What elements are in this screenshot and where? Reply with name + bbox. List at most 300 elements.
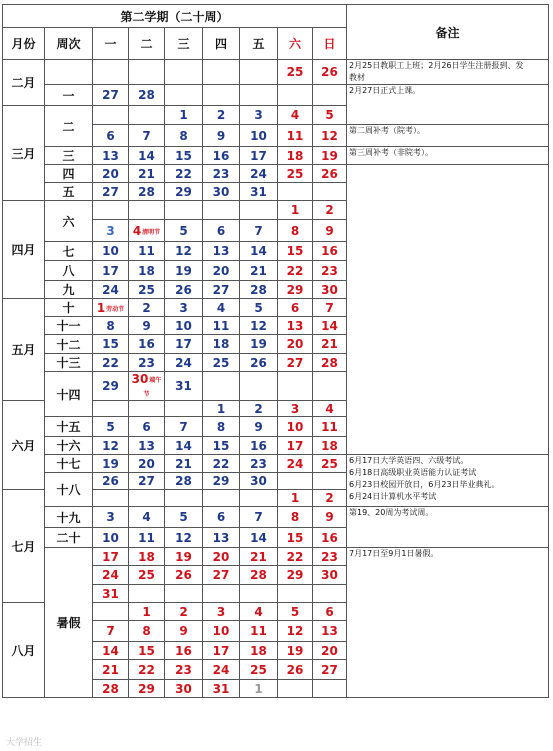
day-cell: [165, 566, 203, 585]
day-number: 2: [142, 300, 151, 315]
day-cell: [93, 147, 129, 165]
day-number: 24: [102, 568, 119, 582]
day-cell: [240, 585, 278, 603]
day-number: 30: [321, 568, 338, 582]
day-cell: [203, 147, 240, 165]
day-number: 29: [286, 568, 304, 582]
day-number: 3: [179, 300, 188, 315]
day-cell: [313, 417, 347, 437]
day-cell: [313, 85, 347, 106]
day-number: 27: [138, 474, 155, 488]
day-number: 19: [286, 643, 304, 658]
day-number: 14: [321, 318, 338, 333]
day-cell: [93, 680, 129, 698]
day-number: 6: [216, 223, 226, 238]
week-label: 二: [45, 106, 93, 147]
day-number: 23: [138, 355, 155, 370]
day-number: 7: [254, 223, 263, 238]
day-number: 8: [142, 624, 151, 638]
calendar-row: [3, 548, 549, 566]
day-cell: [203, 60, 240, 85]
day-cell: [240, 85, 278, 106]
day-number: 30: [321, 282, 338, 297]
day-cell: [203, 261, 240, 281]
day-cell: [203, 281, 240, 299]
day-number: 24: [286, 456, 304, 471]
notes-cell: [347, 507, 549, 548]
day-cell: [240, 317, 278, 335]
day-cell: [93, 473, 129, 490]
day-cell: [129, 566, 165, 585]
day-cell: [165, 660, 203, 680]
day-number: 25: [138, 282, 155, 297]
day-cell: [278, 660, 313, 680]
day-cell: [165, 507, 203, 528]
day-cell: [278, 490, 313, 507]
day-number: 4: [132, 223, 142, 238]
day-cell: [313, 281, 347, 299]
day-cell: [203, 660, 240, 680]
day-number: 8: [216, 419, 226, 434]
holiday-tag: 劳动节: [106, 305, 125, 313]
month-label: 六月: [3, 401, 45, 490]
day-cell: [313, 680, 347, 698]
day-number: 26: [175, 282, 192, 297]
day-cell: [240, 242, 278, 261]
day-cell: [203, 528, 240, 548]
week-label: 四: [45, 165, 93, 183]
day-cell: [165, 165, 203, 183]
day-number: 3: [254, 108, 263, 122]
day-cell: [278, 242, 313, 261]
day-cell: [313, 528, 347, 548]
calendar-row: [3, 507, 549, 528]
day-cell: [278, 566, 313, 585]
day-cell: [93, 317, 129, 335]
day-number: 11: [138, 244, 155, 258]
day-cell: [278, 335, 313, 354]
day-number: 12: [250, 318, 267, 333]
note-line: 第19、20周为考试周。: [349, 508, 434, 517]
day-cell: [240, 147, 278, 165]
day-number: 19: [175, 263, 192, 278]
day-number: 29: [212, 474, 230, 488]
day-cell: [93, 437, 129, 455]
day-cell: [129, 242, 165, 261]
day-number: 7: [179, 419, 188, 434]
day-number: 15: [102, 337, 119, 351]
day-cell: [278, 183, 313, 201]
day-cell: [93, 621, 129, 642]
day-number: 5: [254, 300, 263, 315]
day-cell: [278, 507, 313, 528]
day-number: 28: [138, 184, 155, 199]
day-cell: [203, 585, 240, 603]
day-number: 12: [286, 624, 304, 638]
day-cell: [165, 455, 203, 473]
day-number: 18: [212, 337, 230, 351]
day-number: 10: [250, 128, 267, 143]
day-cell: [93, 60, 129, 85]
day-number: 26: [321, 166, 338, 181]
day-cell: [240, 490, 278, 507]
day-cell: [165, 401, 203, 417]
holiday-tag: 清明节: [142, 228, 161, 236]
day-cell: [129, 60, 165, 85]
day-cell: [240, 660, 278, 680]
day-number: 14: [138, 148, 155, 163]
day-number: 20: [212, 263, 230, 278]
day-cell: [93, 242, 129, 261]
day-number: 25: [212, 355, 230, 370]
day-number: 9: [142, 318, 151, 333]
day-cell: [129, 490, 165, 507]
day-cell: [93, 85, 129, 106]
day-cell: [313, 548, 347, 566]
day-number: 20: [286, 337, 304, 351]
day-cell: [129, 299, 165, 317]
week-label: 五: [45, 183, 93, 201]
day-cell: [313, 354, 347, 372]
day-number: 16: [212, 148, 230, 163]
day-cell: [165, 299, 203, 317]
day-cell: [240, 566, 278, 585]
day-number: 9: [325, 223, 334, 238]
day-cell: [165, 417, 203, 437]
day-cell: [203, 680, 240, 698]
day-number: 31: [175, 379, 192, 393]
day-number: 2: [254, 401, 263, 416]
day-cell: [240, 473, 278, 490]
month-header: 月份: [3, 28, 45, 60]
day-cell: [203, 473, 240, 490]
day-number: 10: [212, 624, 230, 638]
day-number: 25: [286, 65, 304, 79]
day-cell: [240, 220, 278, 242]
notes-cell: [347, 60, 549, 85]
day-number: 11: [321, 419, 338, 434]
day-number: 24: [175, 355, 192, 370]
day-number: 30: [175, 681, 192, 696]
day-number: 21: [175, 456, 192, 471]
day-cell: [203, 165, 240, 183]
day-cell: [93, 603, 129, 621]
notes-header: 备注: [347, 5, 549, 60]
week-label: 十一: [45, 317, 93, 335]
day-cell: [129, 603, 165, 621]
day-cell: [240, 335, 278, 354]
week-label: 九: [45, 281, 93, 299]
day-number: 23: [175, 662, 192, 677]
day-cell: [240, 401, 278, 417]
day-number: 1: [216, 401, 226, 416]
day-cell: [203, 372, 240, 401]
week-label: 三: [45, 147, 93, 165]
day-cell: [165, 106, 203, 125]
day-cell: [93, 281, 129, 299]
day-cell: [129, 680, 165, 698]
notes-cell: [347, 147, 549, 165]
day-number: 15: [212, 438, 230, 453]
day-number: 8: [179, 128, 188, 143]
day-number: 20: [138, 456, 155, 471]
day-cell: [165, 437, 203, 455]
day-cell: [313, 603, 347, 621]
day-cell: [203, 299, 240, 317]
day-cell: [165, 261, 203, 281]
day-number: 18: [250, 643, 267, 658]
day-number: 30: [131, 372, 149, 386]
day-number: 30: [212, 184, 230, 199]
day-cell: [278, 165, 313, 183]
day-cell: [165, 621, 203, 642]
day-cell: [165, 528, 203, 548]
note-line: 7月17日至9月1日暑假。: [349, 549, 439, 558]
day-number: 28: [175, 474, 192, 488]
day-number: 6: [325, 604, 334, 619]
day-number: 22: [138, 662, 155, 677]
day-number: 1: [96, 300, 106, 315]
day-cell: [278, 455, 313, 473]
day-number: 3: [290, 401, 300, 416]
day-cell: [93, 125, 129, 147]
day-cell: [278, 125, 313, 147]
day-cell: [129, 125, 165, 147]
day-number: 2: [179, 604, 188, 619]
weekday-header: 二: [129, 28, 165, 60]
day-number: 19: [102, 456, 119, 471]
day-cell: [93, 566, 129, 585]
day-number: 18: [321, 438, 338, 453]
day-number: 31: [250, 184, 267, 199]
day-cell: [203, 548, 240, 566]
day-cell: [129, 585, 165, 603]
day-cell: [313, 455, 347, 473]
day-cell: [240, 281, 278, 299]
day-cell: [129, 621, 165, 642]
day-number: 19: [250, 337, 267, 351]
day-number: 22: [286, 263, 304, 278]
day-number: 23: [212, 166, 230, 181]
day-number: 19: [175, 549, 192, 564]
calendar-row: [3, 60, 549, 85]
day-number: 6: [142, 419, 151, 434]
day-cell: [240, 165, 278, 183]
day-cell: [129, 106, 165, 125]
day-cell: [129, 147, 165, 165]
day-cell: [93, 455, 129, 473]
day-cell: [93, 490, 129, 507]
week-label: 二十: [45, 528, 93, 548]
day-number: 20: [102, 166, 119, 181]
day-number: 2: [216, 108, 226, 122]
day-number: 26: [102, 474, 119, 488]
day-cell: [278, 548, 313, 566]
day-number: 11: [138, 530, 155, 545]
day-number: 26: [286, 662, 304, 677]
day-number: 27: [102, 184, 119, 199]
day-number: 20: [321, 643, 338, 658]
day-cell: [203, 642, 240, 660]
day-cell: [313, 242, 347, 261]
week-label: 十七: [45, 455, 93, 473]
week-label: 一: [45, 85, 93, 106]
day-number: 21: [250, 549, 267, 564]
day-number: 17: [286, 438, 304, 453]
day-number: 22: [212, 456, 230, 471]
day-cell: [93, 507, 129, 528]
day-number: 29: [138, 681, 155, 696]
day-number: 4: [142, 510, 151, 524]
month-label: 七月: [3, 490, 45, 603]
day-number: 6: [216, 510, 226, 524]
day-cell: [278, 220, 313, 242]
day-cell: [129, 354, 165, 372]
note-line: 6月17日大学英语四、六级考试。: [349, 456, 469, 465]
day-cell: [278, 372, 313, 401]
day-cell: [93, 354, 129, 372]
day-number: 25: [250, 662, 267, 677]
day-cell: [313, 642, 347, 660]
weekday-header: 四: [203, 28, 240, 60]
day-cell: [203, 603, 240, 621]
day-cell: [129, 401, 165, 417]
day-cell: [313, 261, 347, 281]
notes-cell: [347, 85, 549, 125]
day-cell: [93, 642, 129, 660]
day-number: 12: [175, 244, 192, 258]
day-cell: [313, 473, 347, 490]
day-number: 14: [250, 530, 267, 545]
day-cell: [129, 417, 165, 437]
academic-calendar-table: [2, 4, 549, 698]
day-cell: [165, 372, 203, 401]
month-label: 二月: [3, 60, 45, 106]
note-line: 2月25日教职工上班；2月26日学生注册报到、发: [349, 61, 524, 70]
day-cell: [165, 125, 203, 147]
day-cell: [165, 60, 203, 85]
day-cell: [93, 528, 129, 548]
day-cell: [313, 106, 347, 125]
day-cell: [313, 660, 347, 680]
day-cell: [129, 528, 165, 548]
day-cell: [278, 585, 313, 603]
day-cell: [203, 106, 240, 125]
day-number: 23: [250, 456, 267, 471]
week-label: 暑假: [45, 548, 93, 698]
day-cell: [278, 106, 313, 125]
day-cell: [240, 642, 278, 660]
day-cell: [129, 372, 165, 401]
day-cell: [203, 242, 240, 261]
day-cell: [240, 417, 278, 437]
day-cell: [203, 566, 240, 585]
day-number: 23: [321, 549, 338, 564]
day-cell: [165, 585, 203, 603]
day-cell: [93, 220, 129, 242]
day-number: 11: [212, 318, 230, 333]
day-cell: [203, 401, 240, 417]
watermark: 大学招生: [6, 738, 43, 748]
day-number: 5: [325, 108, 334, 122]
day-number: 23: [321, 263, 338, 278]
day-cell: [313, 621, 347, 642]
day-number: 1: [142, 604, 151, 619]
day-cell: [313, 437, 347, 455]
week-label: 十八: [45, 473, 93, 507]
day-cell: [93, 165, 129, 183]
day-cell: [240, 60, 278, 85]
day-cell: [129, 660, 165, 680]
note-line: 6月18日高级职业英语能力认证考试: [349, 468, 477, 477]
day-number: 6: [106, 128, 115, 143]
day-number: 16: [250, 438, 267, 453]
month-label: 五月: [3, 299, 45, 401]
day-number: 16: [321, 530, 338, 545]
day-cell: [240, 106, 278, 125]
day-number: 12: [102, 438, 119, 453]
day-cell: [278, 603, 313, 621]
day-number: 24: [102, 282, 119, 297]
day-number: 15: [175, 148, 192, 163]
day-number: 2: [325, 203, 334, 217]
day-number: 7: [325, 300, 334, 315]
day-cell: [240, 201, 278, 220]
day-cell: [93, 548, 129, 566]
day-cell: [278, 401, 313, 417]
note-line: 6月24日计算机水平考试: [349, 492, 437, 501]
day-cell: [240, 299, 278, 317]
calendar-row: [3, 455, 549, 473]
note-line: 第三周补考（非院考）。: [349, 148, 433, 157]
day-cell: [240, 528, 278, 548]
day-number: 5: [179, 223, 188, 238]
day-cell: [165, 548, 203, 566]
day-cell: [129, 507, 165, 528]
day-number: 5: [290, 604, 300, 619]
day-number: 26: [250, 355, 267, 370]
day-number: 26: [321, 65, 338, 79]
day-cell: [313, 372, 347, 401]
week-label: 十五: [45, 417, 93, 437]
note-line: 教材: [349, 73, 365, 82]
day-number: 29: [175, 184, 192, 199]
day-number: 21: [138, 166, 155, 181]
day-number: 4: [325, 401, 334, 416]
day-number: 16: [175, 643, 192, 658]
day-number: 29: [102, 379, 119, 393]
day-number: 19: [321, 148, 338, 163]
day-number: 5: [179, 510, 188, 524]
day-number: 4: [254, 604, 263, 619]
day-number: 13: [321, 624, 338, 638]
day-cell: [165, 183, 203, 201]
note-line: 第二周补考（院考）。: [349, 126, 425, 135]
day-cell: [165, 220, 203, 242]
day-number: 3: [106, 223, 115, 238]
day-number: 18: [286, 148, 304, 163]
day-number: 2: [325, 491, 334, 505]
day-number: 13: [212, 244, 230, 258]
day-cell: [165, 490, 203, 507]
day-cell: [240, 261, 278, 281]
week-label: 十二: [45, 335, 93, 354]
title-row: [3, 5, 549, 28]
day-number: 31: [212, 681, 230, 696]
day-cell: [93, 585, 129, 603]
day-number: 28: [250, 568, 267, 582]
weekday-header: 六: [278, 28, 313, 60]
